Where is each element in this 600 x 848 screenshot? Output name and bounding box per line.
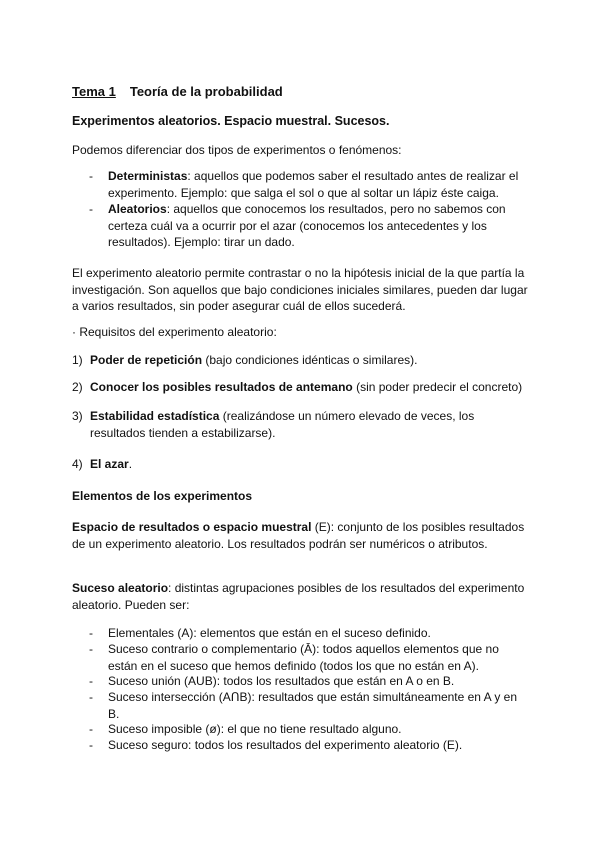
list-item-aleatorios: [108, 201, 528, 251]
requirement-term: Estabilidad estadística: [90, 409, 220, 423]
topic-title: Teoría de la probabilidad: [129, 84, 283, 99]
requirement-item: [90, 379, 530, 396]
requirement-term: El azar: [90, 457, 129, 471]
event-type-item: Suceso intersección (AՈB): resultados que están simultáneamente en A y en B.: [108, 690, 518, 721]
event-type-item: Elementales (A): elementos que están en el suceso definido.: [108, 626, 431, 640]
list-bullet: -: [89, 690, 93, 704]
requirement-term: Poder de repetición: [90, 353, 203, 367]
event-type-item: Suceso unión (AUB): todos los resultados que están en A o en B.: [108, 674, 455, 688]
section-heading: Experimentos aleatorios. Espacio muestral. Sucesos.: [72, 114, 390, 128]
event-term: Suceso aleatorio: [72, 581, 169, 595]
event-paragraph: [72, 580, 532, 613]
requirement-item: [90, 456, 530, 473]
requirement-text: (bajo condiciones idénticas o similares).: [202, 353, 418, 367]
list-item-deterministas: [108, 168, 528, 201]
sample-space-text: (E): conjunto de los posibles resultados de un experimento aleatorio. Los resultados podrán ser numéricos o atributos.: [72, 520, 525, 551]
topic-number: Tema 1: [72, 84, 116, 99]
term-aleatorios: Aleatorios: [108, 202, 167, 216]
definition-text: : aquellos que conocemos los resultados, pero no sabemos con certeza cuál va a ocurrir por el azar (conocemos los antecedentes y los resultados). Ejemplo: tirar un dado.: [108, 202, 506, 250]
requirement-text: (realizándose un número elevado de veces, los resultados tienden a estabilizarse).: [90, 409, 475, 440]
event-type-item: Suceso imposible (ø): el que no tiene resultado alguno.: [108, 722, 402, 736]
list-number: 3): [72, 409, 83, 423]
definition-text: : aquellos que podemos saber el resultado antes de realizar el experimento. Ejemplo: que salga el sol o que al soltar un lápiz éste caiga.: [108, 169, 519, 200]
intro-paragraph: Podemos diferenciar dos tipos de experimentos o fenómenos:: [72, 143, 402, 157]
event-text: : distintas agrupaciones posibles de los resultados del experimento aleatorio. Pueden ser:: [72, 581, 525, 612]
list-bullet: -: [89, 626, 93, 640]
requirement-text: .: [128, 457, 133, 471]
list-bullet: -: [89, 202, 93, 216]
list-number: 4): [72, 457, 83, 471]
list-bullet: -: [89, 674, 93, 688]
body-paragraph: El experimento aleatorio permite contrastar o no la hipótesis inicial de la que partía la investigación. Son aquellos que bajo condiciones iniciales similares, pueden dar lugar a varios resultados, sin poder asegurar cuál de ellos sucederá.: [72, 266, 528, 314]
list-bullet: -: [89, 169, 93, 183]
sample-space-term: Espacio de resultados o espacio muestral: [72, 520, 312, 534]
elements-heading: Elementos de los experimentos: [72, 489, 253, 503]
sample-space-paragraph: [72, 519, 532, 552]
list-bullet: -: [89, 722, 93, 736]
list-number: 2): [72, 380, 83, 394]
page-title: [72, 84, 283, 101]
requirement-item: [90, 352, 530, 369]
term-deterministas: Deterministas: [108, 169, 188, 183]
event-type-item: Suceso contrario o complementario (Ā): todos aquellos elementos que no están en el suceso que hemos definido (todos los que no están en A).: [108, 642, 499, 673]
list-bullet: -: [89, 738, 93, 752]
list-bullet: -: [89, 642, 93, 656]
requirement-text: (sin poder predecir el concreto): [352, 380, 523, 394]
list-number: 1): [72, 353, 83, 367]
requirements-intro: · Requisitos del experimento aleatorio:: [72, 325, 277, 339]
requirement-item: [90, 408, 530, 441]
event-type-item: Suceso seguro: todos los resultados del experimento aleatorio (E).: [108, 738, 463, 752]
requirement-term: Conocer los posibles resultados de antemano: [90, 380, 353, 394]
